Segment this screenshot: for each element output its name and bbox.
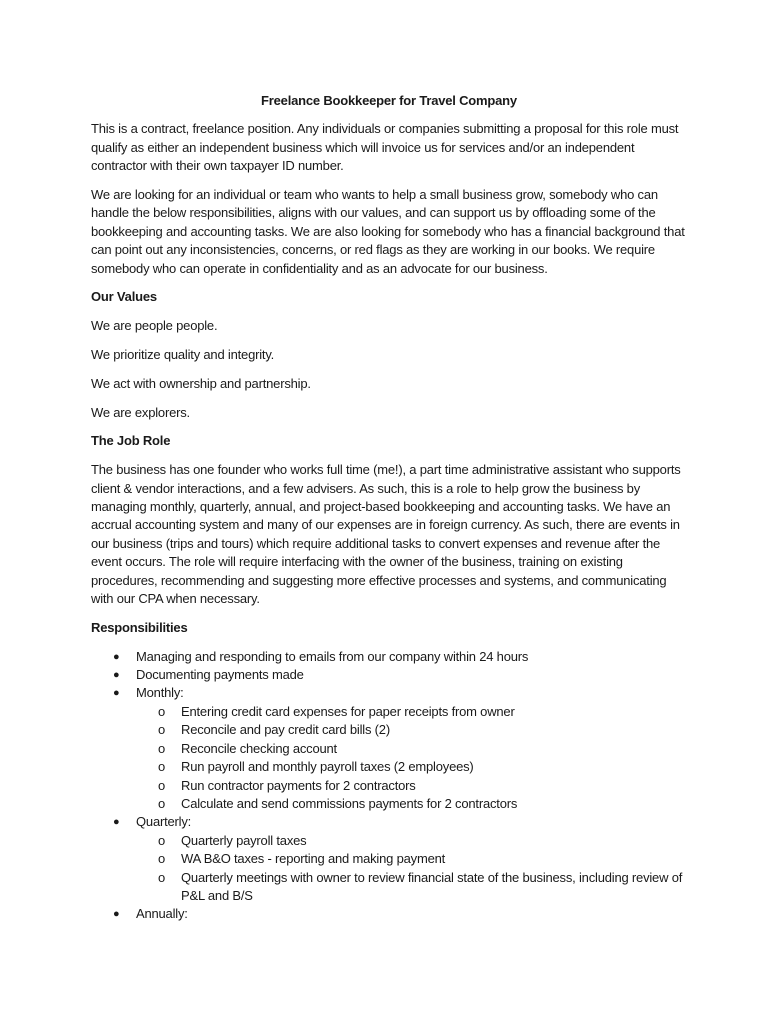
sub-list-item (136, 721, 687, 739)
sub-list-item-text: Run payroll and monthly payroll taxes (2 employees) (181, 759, 474, 775)
sub-list-item (136, 703, 687, 721)
sub-list-item-text: Calculate and send commissions payments for 2 contractors (181, 795, 518, 811)
bullet-icon: ● (113, 816, 120, 829)
list-item-text: Annually: (136, 906, 188, 922)
monthly-sublist (136, 703, 687, 813)
list-item (91, 648, 687, 666)
value-item: We prioritize quality and integrity. (91, 347, 275, 363)
circle-bullet-icon: o (158, 777, 166, 793)
sub-list-item-text: Run contractor payments for 2 contractors (181, 777, 416, 793)
document-body (91, 92, 687, 924)
sub-list-item (136, 832, 687, 850)
quarterly-sublist (136, 832, 687, 906)
sub-list-item-text: Reconcile checking account (181, 740, 337, 756)
list-item-text: Documenting payments made (136, 667, 304, 683)
intro-paragraph-1: This is a contract, freelance position. Any individuals or companies submitting a proposal for this role must qualify as either an independent business which will invoice us for services and/or an independent contractor with their own taxpayer ID number. (91, 121, 679, 174)
responsibilities-heading: Responsibilities (91, 619, 188, 635)
sub-list-item (136, 795, 687, 813)
circle-bullet-icon: o (158, 722, 166, 738)
circle-bullet-icon: o (158, 851, 166, 867)
sub-list-item-text: WA B&O taxes - reporting and making payment (181, 851, 446, 867)
job-role-paragraph: The business has one founder who works full time (me!), a part time administrative assistant who supports client & vendor interactions, and a few advisers. As such, this is a role to help grow the business by managing monthly, quarterly, annual, and project-based bookkeeping and accounting tasks. We have an accrual accounting system and many of our expenses are in foreign currency. As such, there are events in our business (trips and tours) which require additional tasks to convert expenses and revenue after the event occurs. The role will require interfacing with the owner of the business, training on existing procedures, recommending and suggesting more effective processes and systems, and communicating with our CPA when necessary. (91, 462, 681, 607)
value-item: We are explorers. (91, 404, 190, 420)
sub-list-item-text: Entering credit card expenses for paper receipts from owner (181, 703, 515, 719)
bullet-icon: ● (113, 669, 120, 682)
responsibilities-list (91, 648, 687, 924)
sub-list-item (136, 740, 687, 758)
value-item: We are people people. (91, 318, 218, 334)
sub-list-item-text: Quarterly meetings with owner to review financial state of the business, including review of P&L and B/S (181, 869, 683, 903)
sub-list-item-text: Quarterly payroll taxes (181, 832, 307, 848)
values-heading: Our Values (91, 289, 157, 305)
bullet-icon: ● (113, 687, 120, 700)
list-item (91, 684, 687, 813)
list-item (91, 666, 687, 684)
circle-bullet-icon: o (158, 795, 166, 811)
list-item (91, 813, 687, 905)
sub-list-item (136, 850, 687, 868)
circle-bullet-icon: o (158, 740, 166, 756)
bullet-icon: ● (113, 650, 120, 663)
list-item-text: Managing and responding to emails from our company within 24 hours (136, 648, 529, 664)
list-item (91, 905, 687, 923)
job-role-heading: The Job Role (91, 433, 171, 449)
list-item-text: Monthly: (136, 685, 184, 701)
document-title: Freelance Bookkeeper for Travel Company (261, 93, 517, 108)
circle-bullet-icon: o (158, 759, 166, 775)
sub-list-item-text: Reconcile and pay credit card bills (2) (181, 722, 390, 738)
circle-bullet-icon: o (158, 832, 166, 848)
circle-bullet-icon: o (158, 869, 166, 885)
intro-paragraph-2: We are looking for an individual or team who wants to help a small business grow, somebody who can handle the below responsibilities, aligns with our values, and can support us by offloading some of the bookkeeping and accounting tasks. We are also looking for somebody who has a financial background that can point out any inconsistencies, concerns, or red flags as they are working in our books. We require somebody who can operate in confidentiality and as an advocate for our business. (91, 187, 685, 276)
sub-list-item (136, 777, 687, 795)
list-item-text: Quarterly: (136, 814, 192, 830)
value-item: We act with ownership and partnership. (91, 375, 311, 391)
sub-list-item (136, 869, 687, 906)
bullet-icon: ● (113, 908, 120, 921)
sub-list-item (136, 758, 687, 776)
circle-bullet-icon: o (158, 703, 166, 719)
